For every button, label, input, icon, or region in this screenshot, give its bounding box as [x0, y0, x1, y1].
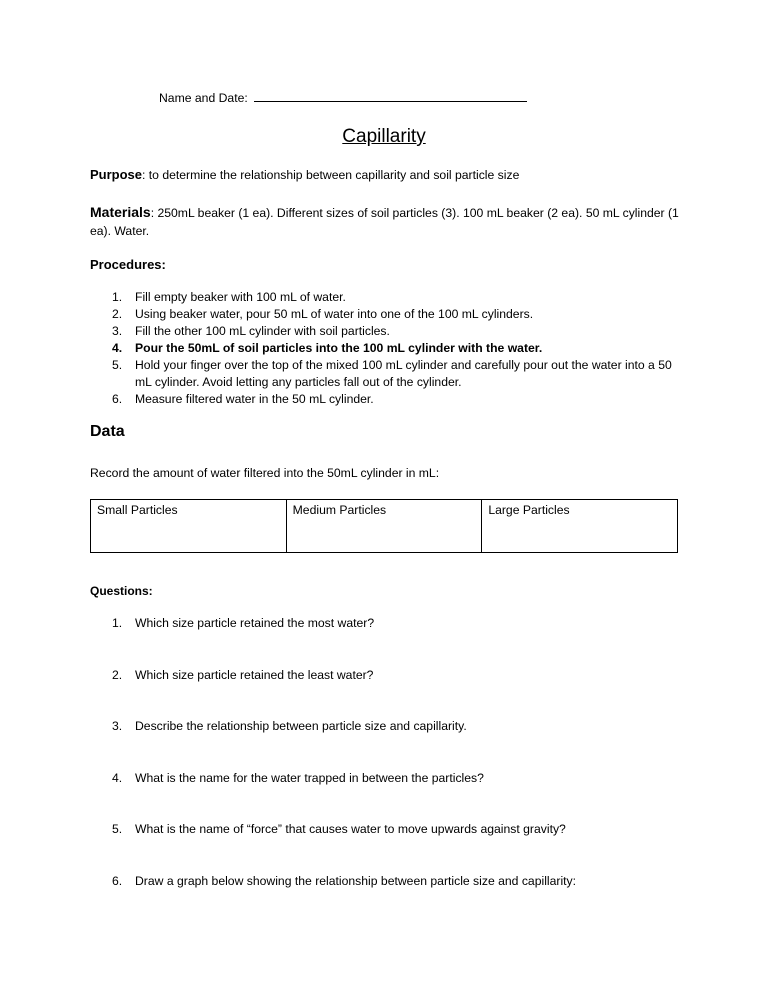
table-row [91, 500, 678, 553]
procedure-text: Measure filtered water in the 50 mL cylinder. [135, 392, 374, 406]
purpose-text: : to determine the relationship between capillarity and soil particle size [142, 168, 520, 182]
procedures-heading: Procedures: [90, 257, 166, 272]
question-number: 3. [112, 719, 123, 733]
procedure-item [112, 306, 682, 323]
data-heading: Data [90, 423, 125, 440]
question-item [112, 770, 712, 787]
question-number: 4. [112, 770, 123, 785]
name-date-blank[interactable] [254, 90, 527, 102]
procedure-item [112, 289, 682, 306]
procedure-number: 4. [112, 341, 123, 355]
question-item [112, 873, 712, 890]
question-item [112, 615, 712, 632]
question-number: 5. [112, 822, 123, 836]
procedure-text: Hold your finger over the top of the mixed 100 mL cylinder and carefully pour out the water into a 50 mL cylinder. Avoid letting any particles fall out of the cylinder. [135, 358, 672, 389]
procedures-list [112, 289, 682, 408]
questions-heading: Questions: [90, 584, 153, 598]
question-number: 1. [112, 616, 123, 630]
table-cell-medium-particles[interactable]: Medium Particles [286, 500, 482, 553]
question-text: Which size particle retained the most water? [135, 616, 375, 630]
materials-label: Materials [90, 204, 151, 220]
materials-text: : 250mL beaker (1 ea). Different sizes of soil particles (3). 100 mL beaker (2 ea). 50 mL cylinder (1 ea). Water. [90, 206, 679, 238]
data-instruction: Record the amount of water filtered into the 50mL cylinder in mL: [90, 466, 440, 480]
name-date-line [159, 90, 527, 105]
procedure-number: 2. [112, 307, 123, 321]
table-cell-small-particles[interactable]: Small Particles [91, 500, 287, 553]
question-item [112, 667, 712, 684]
question-item [112, 718, 712, 735]
question-text: What is the name for the water trapped in between the particles? [135, 770, 484, 785]
name-date-label: Name and Date: [159, 91, 252, 105]
procedure-number: 1. [112, 290, 123, 304]
data-table [90, 499, 678, 553]
procedure-text: Using beaker water, pour 50 mL of water into one of the 100 mL cylinders. [135, 307, 534, 321]
procedure-item [112, 357, 682, 391]
procedure-item [112, 340, 682, 357]
procedure-text: Fill empty beaker with 100 mL of water. [135, 290, 346, 304]
procedure-number: 6. [112, 392, 123, 406]
question-item [112, 821, 712, 838]
questions-list [112, 615, 712, 924]
question-text: Describe the relationship between particle size and capillarity. [135, 719, 467, 733]
procedure-text: Fill the other 100 mL cylinder with soil particles. [135, 324, 390, 338]
materials-paragraph [90, 203, 690, 240]
procedure-text: Pour the 50mL of soil particles into the 100 mL cylinder with the water. [135, 341, 543, 355]
question-number: 6. [112, 873, 123, 888]
question-number: 2. [112, 667, 123, 682]
question-text: Draw a graph below showing the relationship between particle size and capillarity: [135, 873, 577, 888]
question-text: Which size particle retained the least water? [135, 667, 374, 682]
question-text: What is the name of “force” that causes water to move upwards against gravity? [135, 822, 566, 836]
table-cell-large-particles[interactable]: Large Particles [482, 500, 678, 553]
purpose-label: Purpose [90, 167, 143, 182]
procedure-number: 5. [112, 358, 123, 372]
procedure-number: 3. [112, 324, 123, 338]
page-title: Capillarity [342, 126, 426, 147]
procedure-item [112, 391, 682, 408]
purpose-line [90, 167, 519, 182]
procedure-item [112, 323, 682, 340]
